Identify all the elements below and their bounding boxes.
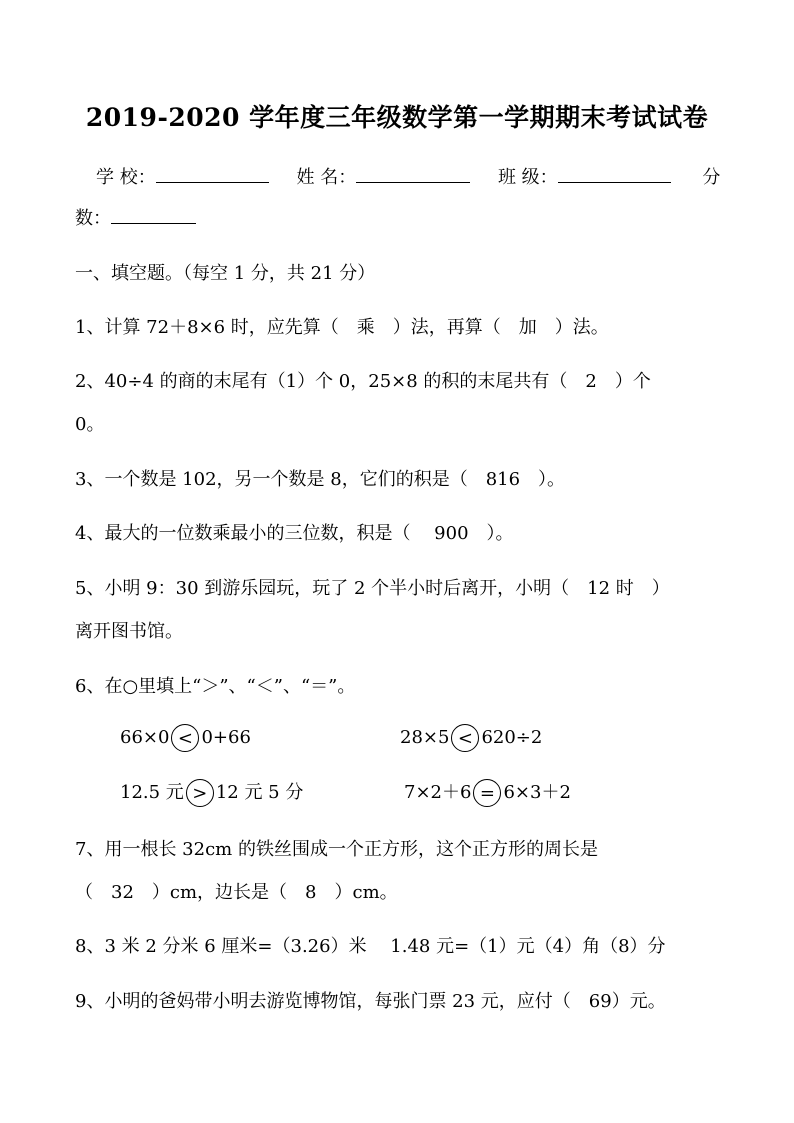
comparison-left: 7×2＋6 <box>404 782 472 803</box>
comparison-left: 66×0 <box>120 727 170 748</box>
school-blank <box>156 162 269 183</box>
question-7-line1: 7、用一根长 32cm 的铁丝围成一个正方形，这个正方形的周长是 <box>75 839 598 860</box>
name-blank <box>356 162 470 183</box>
question-4: 4、最大的一位数乘最小的三位数，积是（ 900 ）。 <box>75 523 514 544</box>
question-5-line2: 离开图书馆。 <box>75 621 183 642</box>
question-2-line2: 0。 <box>75 414 105 435</box>
comparison-left: 28×5 <box>400 727 450 748</box>
comparison-right: 6×3＋2 <box>503 782 571 803</box>
comparison-circle: > <box>186 779 214 807</box>
score-row <box>75 203 196 230</box>
class-blank <box>558 162 671 183</box>
name-label: 姓 名： <box>296 167 357 188</box>
comparison-circle: < <box>451 724 479 752</box>
question-7-line2: （ 32 ）cm，边长是（ 8 ）cm。 <box>75 882 398 903</box>
school-label: 学 校： <box>96 167 156 188</box>
comparison-item <box>120 778 303 807</box>
question-6: 6、在○里填上“＞”、“＜”、“＝”。 <box>75 676 356 697</box>
comparison-right: 620÷2 <box>481 727 543 748</box>
comparison-right: 0+66 <box>201 727 251 748</box>
score-label-part1: 分 <box>702 167 721 188</box>
comparison-right: 12 元 5 分 <box>215 782 304 803</box>
question-2-line1: 2、40÷4 的商的末尾有（1）个 0，25×8 的积的末尾共有（ 2 ）个 <box>75 371 651 392</box>
question-9: 9、小明的爸妈带小明去游览博物馆，每张门票 23 元，应付（ 69）元。 <box>75 991 666 1012</box>
question-3: 3、一个数是 102，另一个数是 8，它们的积是（ 816 ）。 <box>75 469 566 490</box>
comparison-circle: = <box>473 779 501 807</box>
comparison-circle: < <box>171 724 199 752</box>
page-title: 2019-2020 学年度三年级数学第一学期期末考试试卷 <box>85 103 709 132</box>
class-label: 班 级： <box>497 167 558 188</box>
comparison-item <box>400 724 542 752</box>
score-blank <box>111 203 196 224</box>
comparison-item <box>120 724 251 752</box>
comparison-item <box>404 778 571 807</box>
score-label-part2: 数： <box>75 208 111 229</box>
comparison-left: 12.5 元 <box>120 782 184 803</box>
section-heading: 一、填空题。（每空 1 分，共 21 分） <box>75 263 376 284</box>
question-5-line1: 5、小明 9：30 到游乐园玩，玩了 2 个半小时后离开，小明（ 12 时 ） <box>75 578 670 599</box>
question-8: 8、3 米 2 分米 6 厘米=（3.26）米 1.48 元=（1）元（4）角（8）分 <box>75 936 666 957</box>
student-info-row <box>96 162 726 189</box>
question-1: 1、计算 72＋8×6 时，应先算（ 乘 ）法，再算（ 加 ）法。 <box>75 317 609 338</box>
